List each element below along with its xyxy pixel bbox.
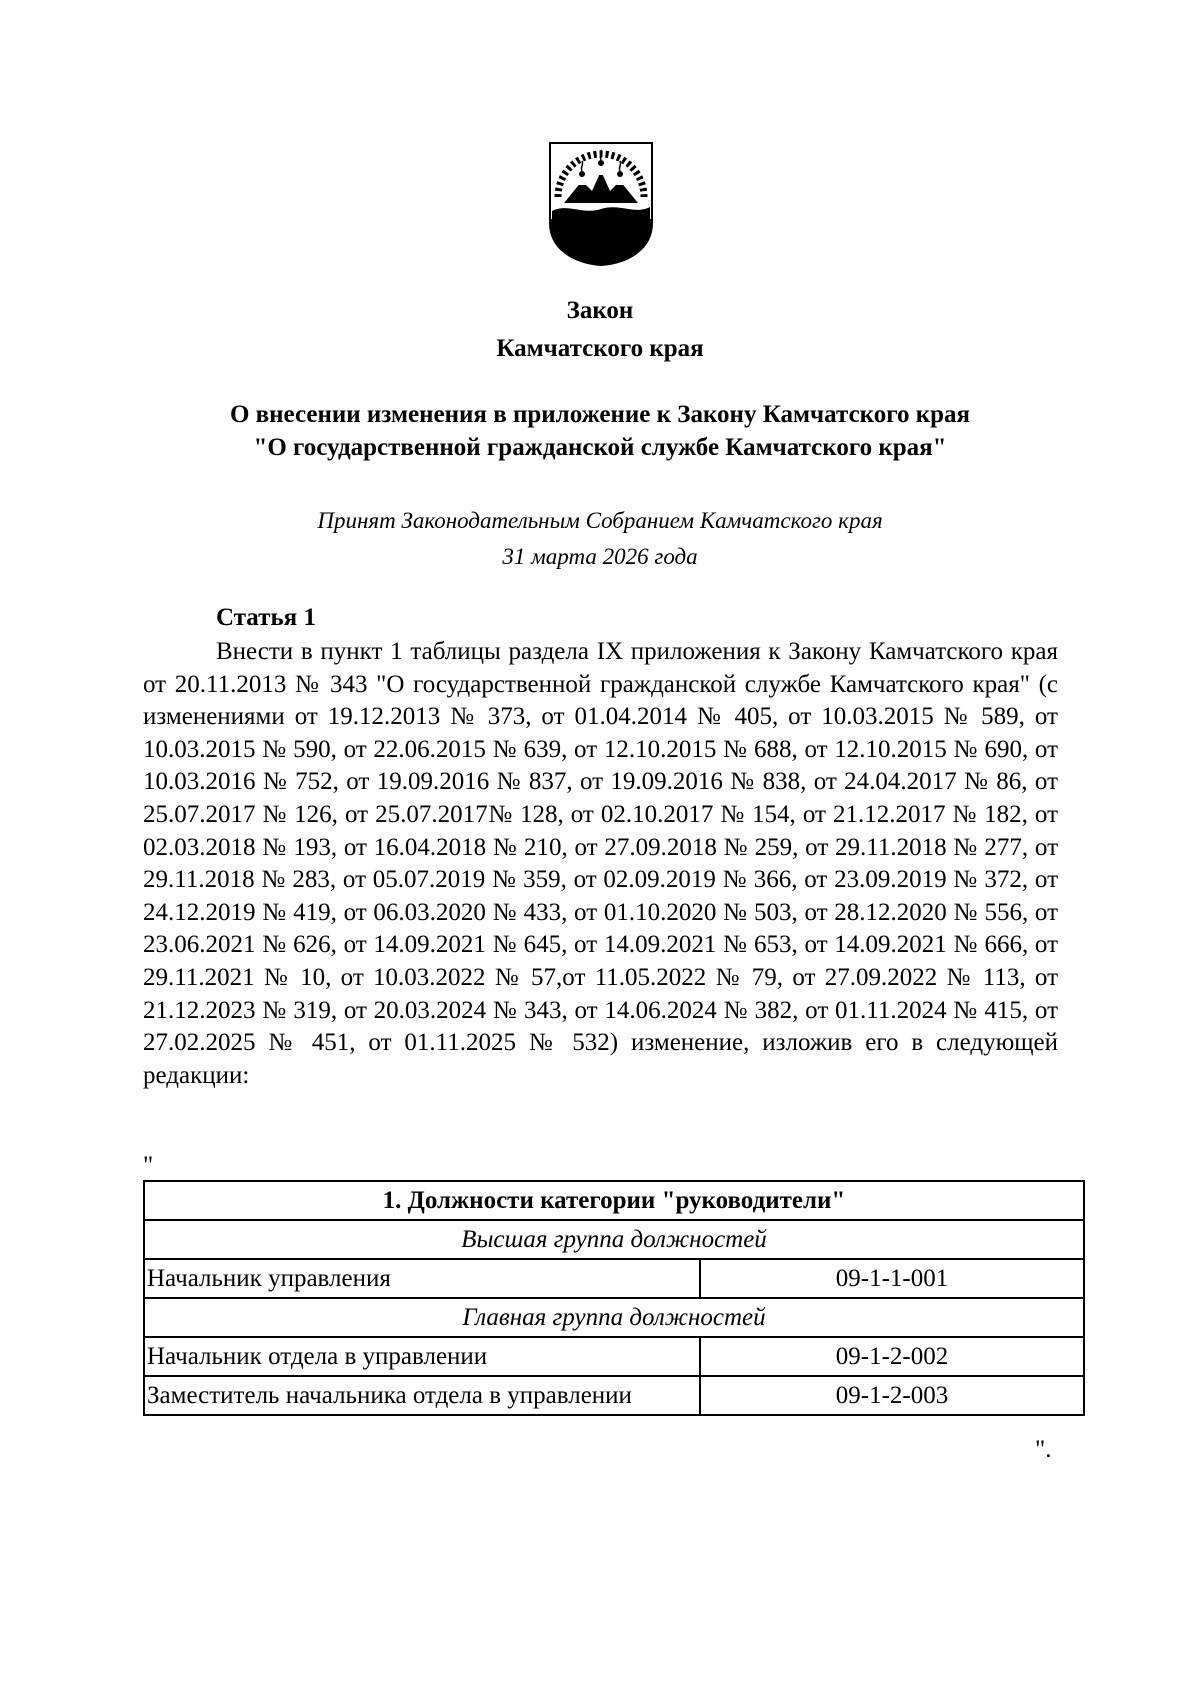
group-heading-main: Главная группа должностей xyxy=(144,1298,1084,1337)
position-code: 09-1-1-001 xyxy=(700,1259,1084,1298)
table-heading: 1. Должности категории "руководители" xyxy=(144,1181,1084,1220)
position-name: Начальник управления xyxy=(144,1259,700,1298)
coat-of-arms-icon xyxy=(548,141,654,267)
law-subtitle-line2: "О государственной гражданской службе Камчатского края" xyxy=(253,434,947,461)
article-body: Внести в пункт 1 таблицы раздела IX приложения к Закону Камчатского края от 20.11.2013 № 343 "О государственной гражданской службе Камчатского края" (с изменениями от 19.12.2013 № 373, от 01.04.2014 № 405, от 10.03.2015 № 589, от 10.03.2015 № 590, от 22.06.2015 № 639, от 12.10.2015 № 688, от 12.10.2015 № 690, от 10.03.2016 № 752, от 19.09.2016 № 837, от 19.09.2016 № 838, от 24.04.2017 № 86, от 25.07.2017 № 126, от 25.07.2017№ 128, от 02.10.2017 № 154, от 21.12.2017 № 182, от 02.03.2018 № 193, от 16.04.2018 № 210, от 27.09.2018 № 259, от 29.11.2018 № 277, от 29.11.2018 № 283, от 05.07.2019 № 359, от 02.09.2019 № 366, от 23.09.2019 № 372, от 24.12.2019 № 419, от 06.03.2020 № 433, от 01.10.2020 № 503, от 28.12.2020 № 556, от 23.06.2021 № 626, от 14.09.2021 № 645, от 14.09.2021 № 653, от 14.09.2021 № 666, от 29.11.2021 № 10, от 10.03.2022 № 57,от 11.05.2022 № 79, от 27.09.2022 № 113, от 21.12.2023 № 319, от 20.03.2024 № 343, от 14.06.2024 № 382, от 01.11.2024 № 415, от 27.02.2025 № 451, от 01.11.2025 № 532) изменение, изложив его в следующей редакции: xyxy=(143,638,1058,1089)
close-quote: ". xyxy=(1035,1436,1052,1463)
position-code: 09-1-2-003 xyxy=(700,1376,1084,1415)
adoption-note xyxy=(0,503,1200,575)
position-name: Заместитель начальника отдела в управлении xyxy=(144,1376,700,1415)
law-subtitle xyxy=(0,398,1200,464)
article-heading: Статья 1 xyxy=(216,604,316,631)
table-row xyxy=(144,1376,1084,1415)
law-title xyxy=(0,292,1200,368)
table-row xyxy=(144,1181,1084,1220)
position-code: 09-1-2-002 xyxy=(700,1337,1084,1376)
law-subtitle-line1: О внесении изменения в приложение к Закону Камчатского края xyxy=(229,401,971,428)
open-quote: " xyxy=(143,1152,154,1179)
law-title-line1: Закон xyxy=(566,297,634,324)
adoption-note-line1: Принят Законодательным Собранием Камчатского края xyxy=(317,508,883,533)
group-heading-top: Высшая группа должностей xyxy=(144,1220,1084,1259)
adoption-date: 31 марта 2026 года xyxy=(502,544,698,569)
position-name: Начальник отдела в управлении xyxy=(144,1337,700,1376)
positions-table xyxy=(143,1180,1085,1416)
table-row xyxy=(144,1298,1084,1337)
table-row xyxy=(144,1337,1084,1376)
law-title-line2: Камчатского края xyxy=(496,335,704,362)
table-row xyxy=(144,1259,1084,1298)
table-row xyxy=(144,1220,1084,1259)
